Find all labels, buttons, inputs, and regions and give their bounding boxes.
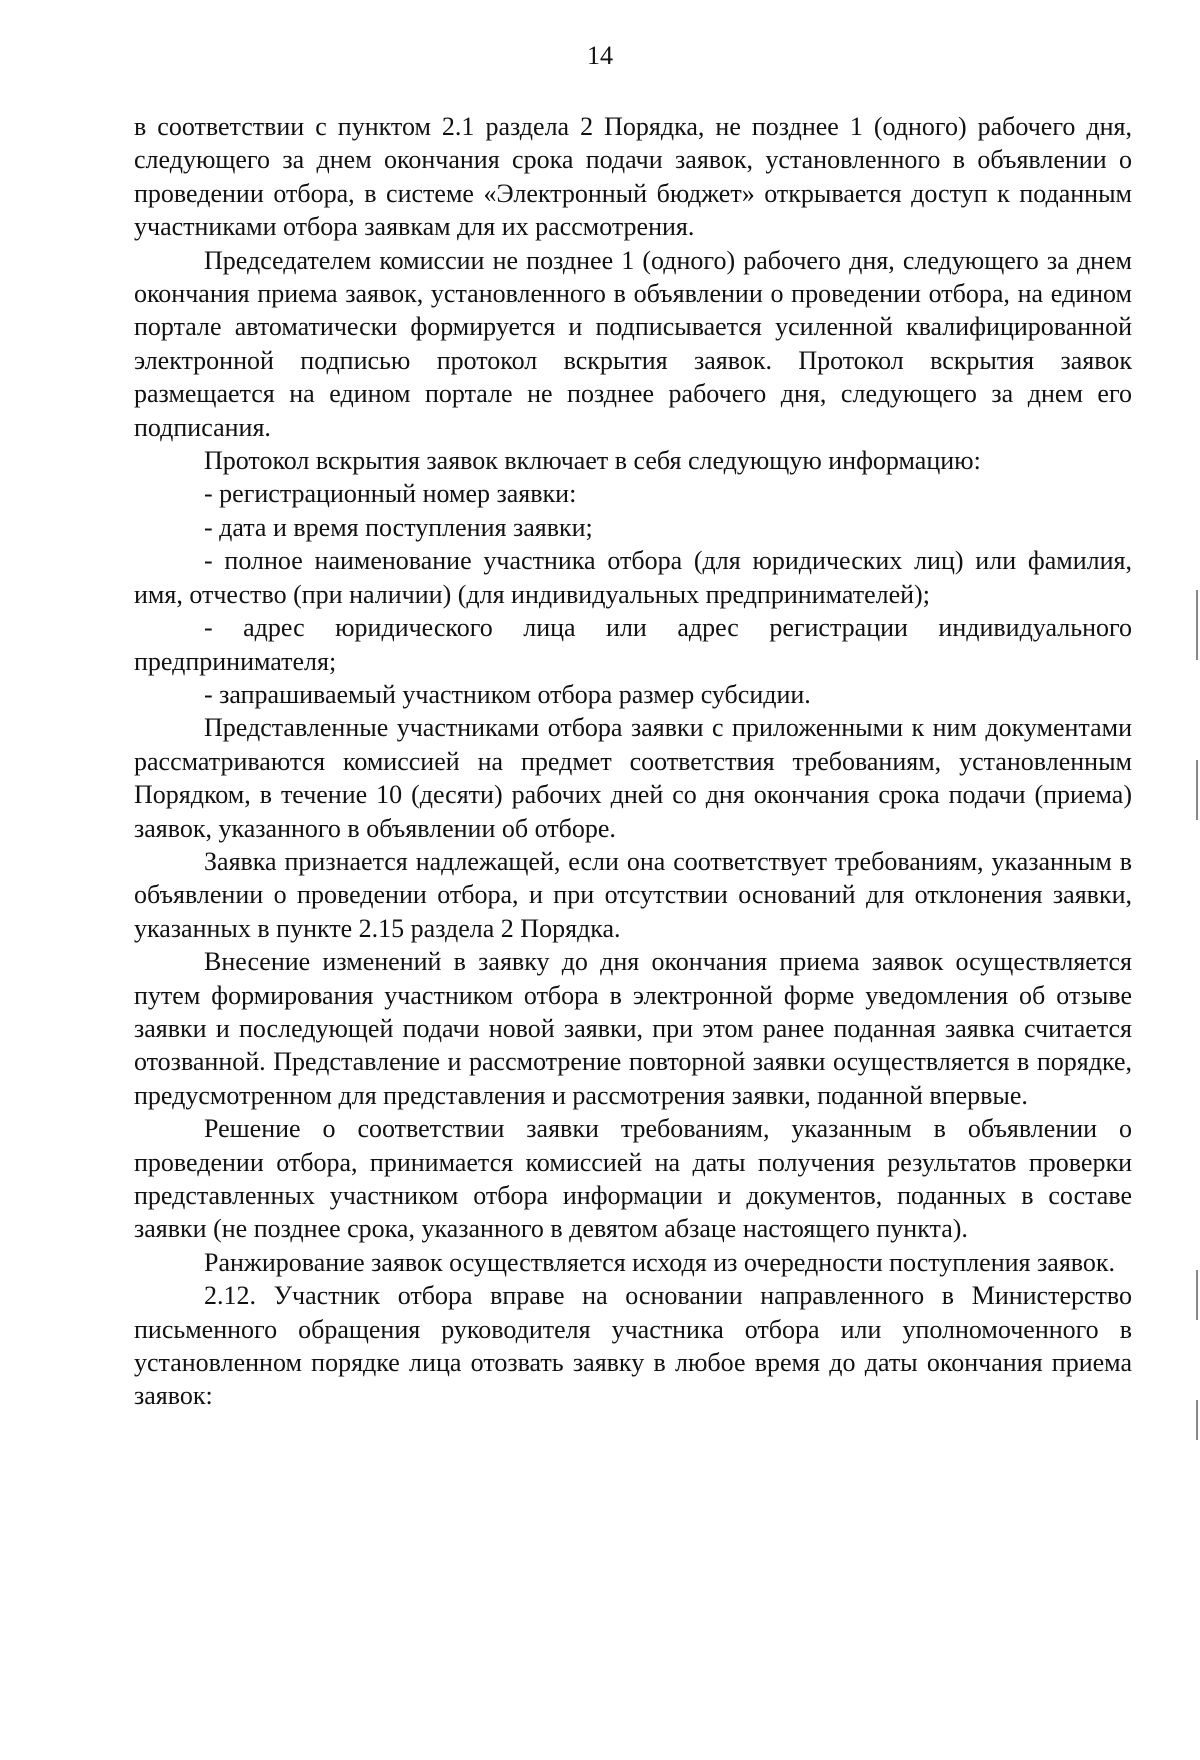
list-item-registration-number: - регистрационный номер заявки: bbox=[204, 479, 577, 509]
document-body bbox=[134, 110, 1132, 1413]
list-item-subsidy-amount: - запрашиваемый участником отбора размер субсидии. bbox=[204, 679, 811, 709]
scan-artifact-line bbox=[1196, 760, 1198, 820]
list-item-date-time: - дата и время поступления заявки; bbox=[204, 512, 593, 542]
paragraph-compliance-decision: Решение о соответствии заявки требованиям, указанным в объявлении о проведении отбора, принимается комиссией на даты получения результатов проверки представленных участником отбора информации и документов, поданных в составе заявки (не позднее срока, указанного в девятом абзаце настоящего пункта). bbox=[134, 1114, 1132, 1244]
scan-artifact-line bbox=[1196, 1400, 1198, 1440]
paragraph-continuation: в соответствии с пунктом 2.1 раздела 2 Порядка, не позднее 1 (одного) рабочего дня, следующего за днем окончания срока подачи заявок, установленного в объявлении о проведении отбора, в системе «Электронный бюджет» открывается доступ к поданным участниками отбора заявкам для их рассмотрения. bbox=[134, 112, 1132, 242]
paragraph-proper-application: Заявка признается надлежащей, если она соответствует требованиям, указанным в объявлении о проведении отбора, и при отсутствии оснований для отклонения заявки, указанных в пункте 2.15 раздела 2 Порядка. bbox=[134, 846, 1132, 943]
paragraph-protocol-opening: Председателем комиссии не позднее 1 (одного) рабочего дня, следующего за днем окончания приема заявок, установленного в объявлении о проведении отбора, на едином портале автоматически формируется и подписывается усиленной квалифицированной электронной подписью протокол вскрытия заявок. Протокол вскрытия заявок размещается на едином портале не позднее рабочего дня, следующего за днем его подписания. bbox=[134, 245, 1132, 442]
paragraph-2-12-withdrawal: 2.12. Участник отбора вправе на основании направленного в Министерство письменного обращения руководителя участника отбора или уполномоченного в установленном порядке лица отозвать заявку в любое время до даты окончания приема заявок: bbox=[134, 1281, 1132, 1411]
paragraph-application-changes: Внесение изменений в заявку до дня окончания приема заявок осуществляется путем формирования участником отбора в электронной форме уведомления об отзыве заявки и последующей подачи новой заявки, при этом ранее поданная заявка считается отозванной. Представление и рассмотрение повторной заявки осуществляется в порядке, предусмотренном для представления и рассмотрения заявки, поданной впервые. bbox=[134, 947, 1132, 1110]
list-item-full-name: - полное наименование участника отбора (для юридических лиц) или фамилия, имя, отчество (при наличии) (для индивидуальных предпринимателей); bbox=[134, 546, 1132, 609]
paragraph-ranking: Ранжирование заявок осуществляется исходя из очередности поступления заявок. bbox=[204, 1247, 1116, 1277]
paragraph-protocol-contents: Протокол вскрытия заявок включает в себя следующую информацию: bbox=[204, 446, 981, 476]
scan-artifact-line bbox=[1196, 590, 1198, 660]
paragraph-review-period: Представленные участниками отбора заявки с приложенными к ним документами рассматриваются комиссией на предмет соответствия требованиям, установленным Порядком, в течение 10 (десяти) рабочих дней со дня окончания срока подачи (приема) заявок, указанного в объявлении об отборе. bbox=[134, 713, 1132, 843]
page-number: 14 bbox=[587, 41, 613, 70]
list-item-address: - адрес юридического лица или адрес регистрации индивидуального предпринимателя; bbox=[134, 613, 1132, 676]
scan-artifact-line bbox=[1196, 1270, 1198, 1320]
